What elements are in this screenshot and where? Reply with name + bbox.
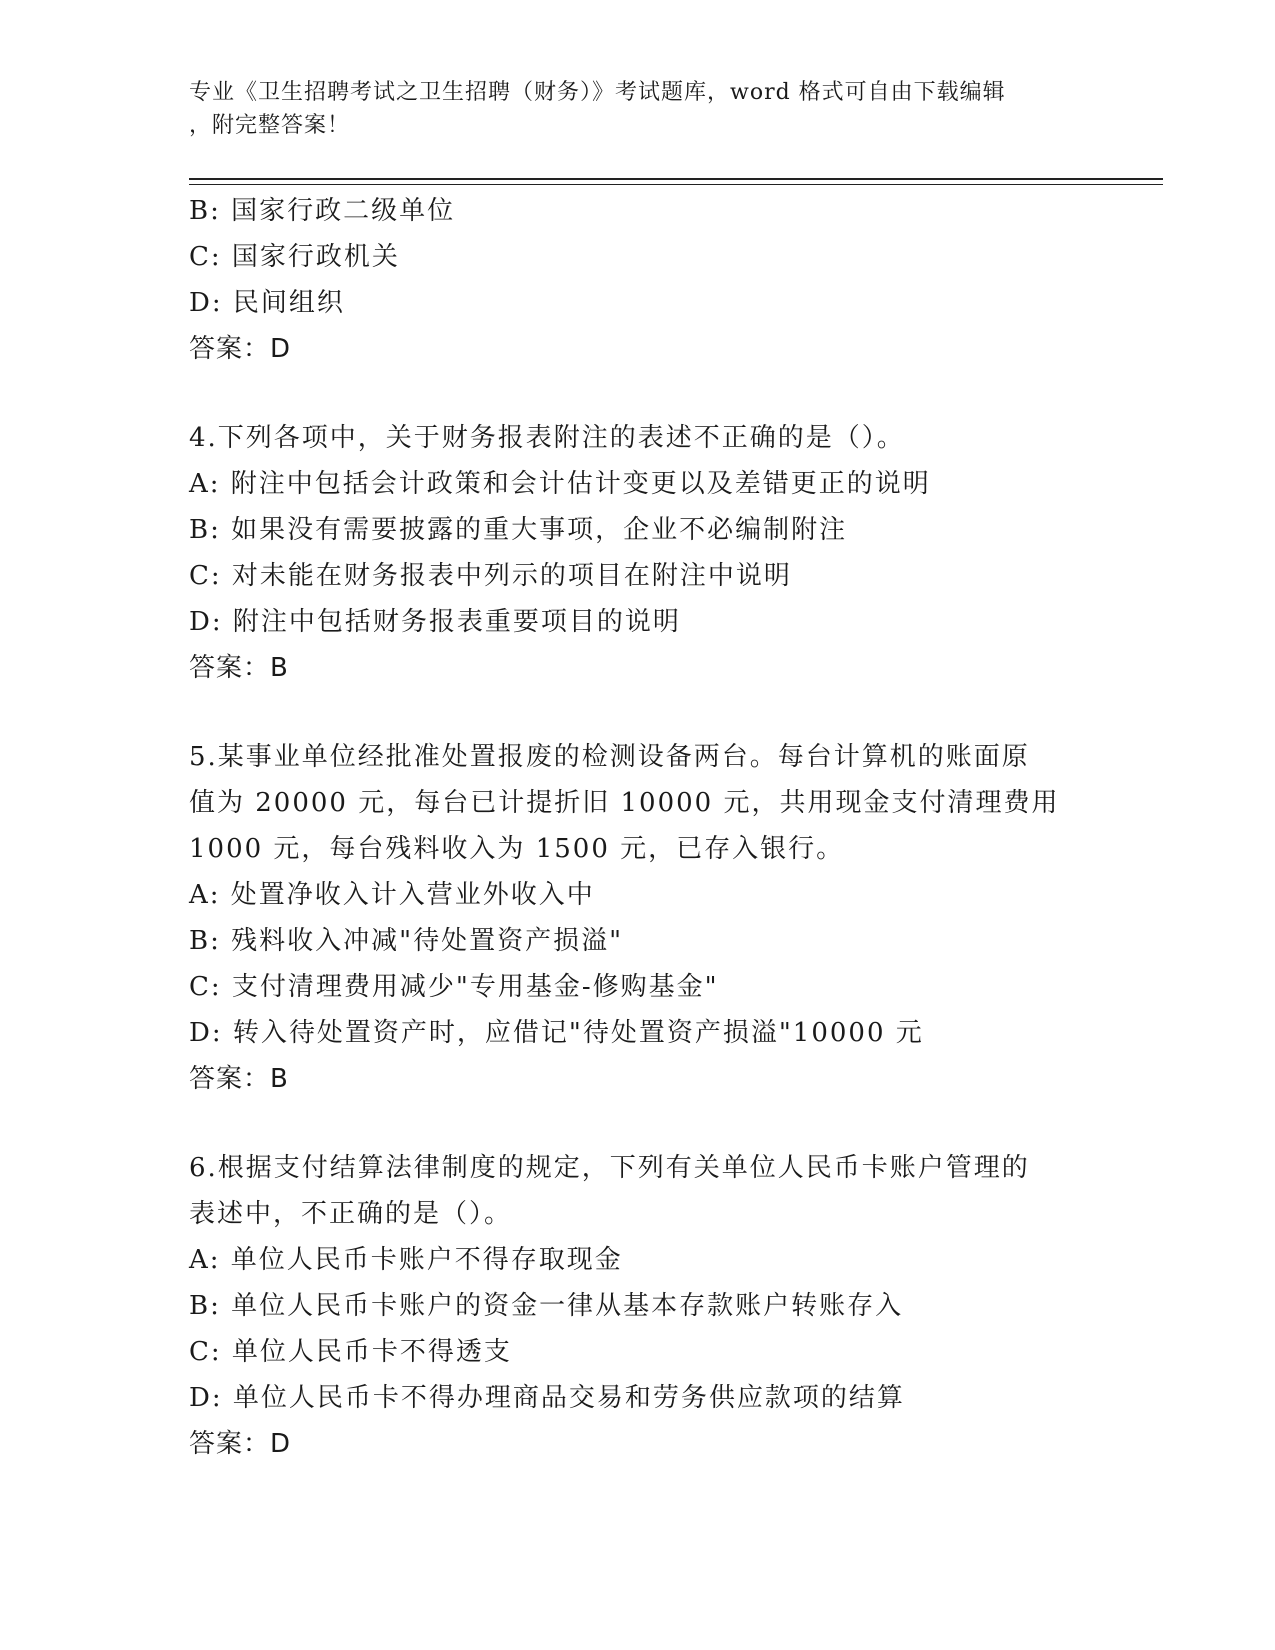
- option-d: D: 转入待处置资产时，应借记"待处置资产损溢"10000 元: [189, 1018, 924, 1048]
- question-list: [189, 188, 1089, 1467]
- option-b: B: 如果没有需要披露的重大事项，企业不必编制附注: [189, 515, 848, 545]
- answer: 答案：D: [189, 334, 292, 364]
- option-d: D: 附注中包括财务报表重要项目的说明: [189, 607, 681, 637]
- question-6: [189, 1145, 1089, 1467]
- question-3: [189, 188, 1089, 372]
- option-b: B: 单位人民币卡账户的资金一律从基本存款账户转账存入: [189, 1291, 904, 1321]
- question-stem-line-3: 1000 元，每台残料收入为 1500 元，已存入银行。: [189, 834, 845, 864]
- answer: 答案：B: [189, 653, 289, 683]
- question-stem-line-2: 表述中，不正确的是（）。: [189, 1199, 513, 1229]
- header-title-line-2: ，附完整答案！: [189, 113, 351, 138]
- option-a: A: 单位人民币卡账户不得存取现金: [189, 1245, 623, 1275]
- header-title-line-1: 专业《卫生招聘考试之卫生招聘（财务）》考试题库，word 格式可自由下载编辑: [189, 80, 1006, 105]
- option-b: B: 残料收入冲减"待处置资产损溢": [189, 926, 624, 956]
- option-c: C: 单位人民币卡不得透支: [189, 1337, 512, 1367]
- option-d: D: 单位人民币卡不得办理商品交易和劳务供应款项的结算: [189, 1383, 905, 1413]
- header-divider-thin: [189, 184, 1163, 185]
- question-stem: 4.下列各项中，关于财务报表附注的表述不正确的是（）。: [189, 423, 905, 453]
- header-divider-thick: [189, 178, 1163, 180]
- option-c: C: 支付清理费用减少"专用基金-修购基金": [189, 972, 719, 1002]
- question-stem-line-1: 5.某事业单位经批准处置报废的检测设备两台。每台计算机的账面原: [189, 742, 1030, 772]
- page-header: [189, 76, 1089, 142]
- question-stem-line-2: 值为 20000 元，每台已计提折旧 10000 元，共用现金支付清理费用: [189, 788, 1060, 818]
- answer: 答案：D: [189, 1429, 292, 1459]
- question-stem-line-1: 6.根据支付结算法律制度的规定，下列有关单位人民币卡账户管理的: [189, 1153, 1030, 1183]
- option-a: A: 附注中包括会计政策和会计估计变更以及差错更正的说明: [189, 469, 931, 499]
- option-b: B: 国家行政二级单位: [189, 196, 456, 226]
- question-4: [189, 415, 1089, 691]
- option-c: C: 对未能在财务报表中列示的项目在附注中说明: [189, 561, 792, 591]
- option-a: A: 处置净收入计入营业外收入中: [189, 880, 595, 910]
- answer: 答案：B: [189, 1064, 289, 1094]
- question-5: [189, 734, 1089, 1102]
- option-d: D: 民间组织: [189, 288, 345, 318]
- option-c: C: 国家行政机关: [189, 242, 400, 272]
